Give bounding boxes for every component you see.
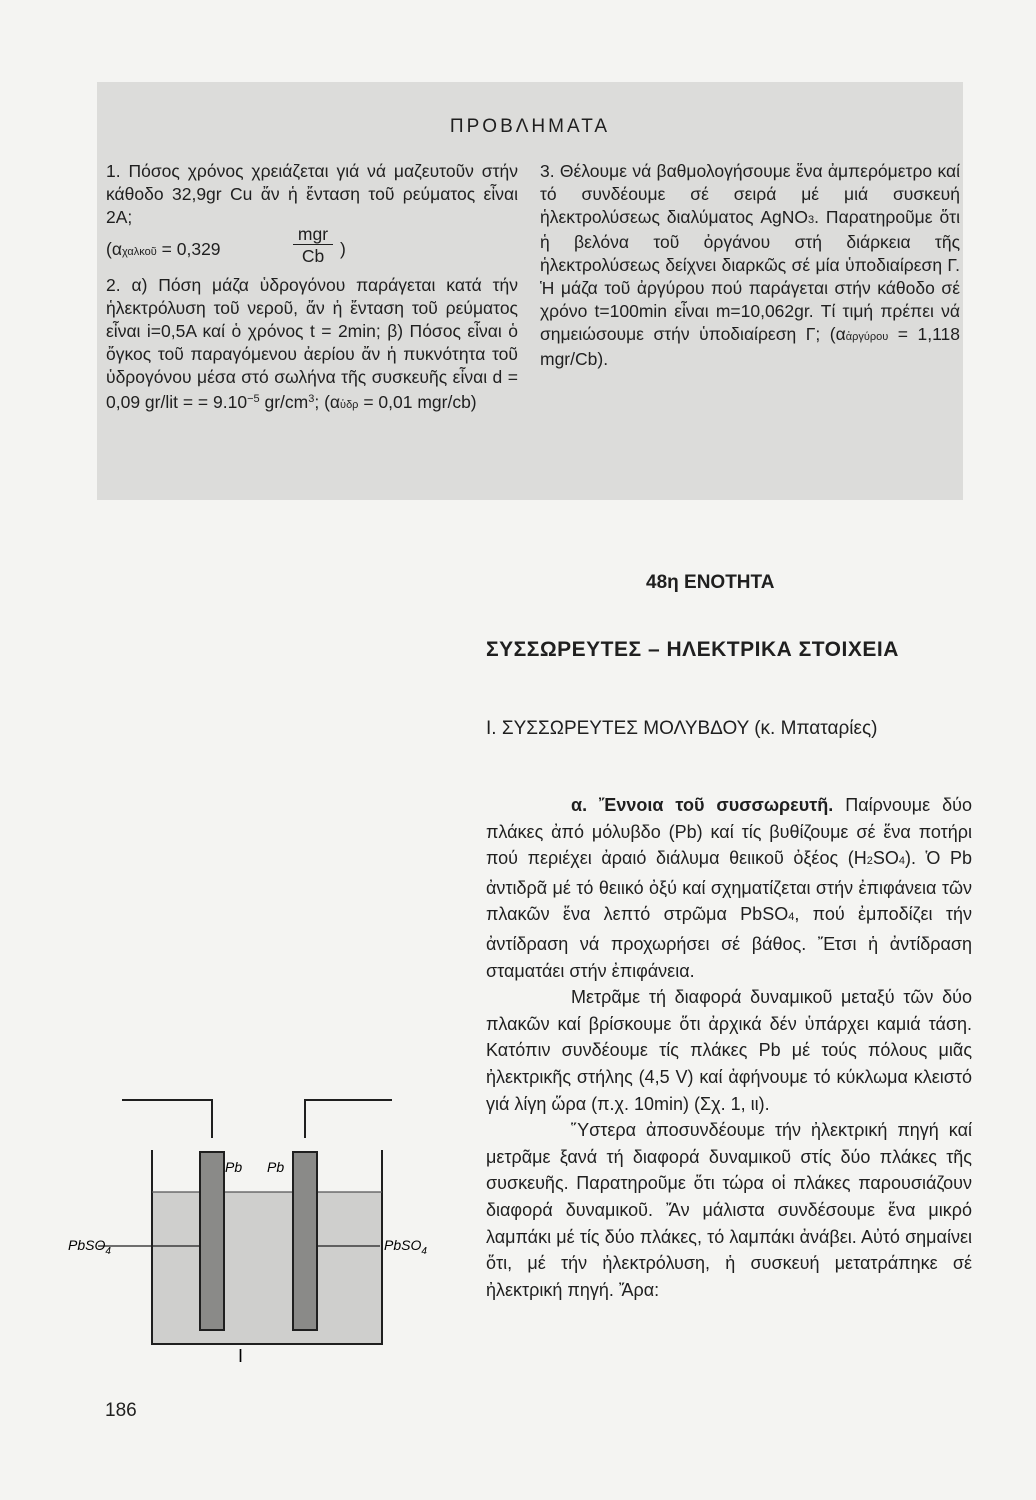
right-wire <box>305 1100 392 1138</box>
problem-2: 2. α) Πόση μάζα ὑδρογόνου παράγεται κατά τήν ἡλεκτρόλυση τοῦ νεροῦ, ἄν ἡ ἔνταση τοῦ ρεύματος εἶναι i=0,5Α καί ὁ χρόνος t = 2min; β) Πόσος εἶναι ὁ ὄγκος τοῦ παραγόμενου ἀερίου ἄν ἡ πυκνότητα τοῦ ὑδρογόνου μέσα στό σωλήνα τῆς συσκευῆς εἶναι d = 0,09 gr/lit = = $9.10^{-5}$ $gr/cm^3$; (αὑδρ = 0,01 mgr/cb) <box>106 275 518 413</box>
problems-right-column <box>540 160 960 371</box>
battery-figure <box>62 1090 462 1370</box>
paragraph-1: α. Ἔννοια τοῦ συσσωρευτῆ. Παίρνουμε δύο πλάκες ἀπό μόλυβδο (Pb) καί τίς βυθίζουμε σέ ἕνα ποτήρι πού περιέχει ἀραιό διάλυμα θειικοῦ ὀξέος (H2SO4). Ὁ Pb ἀντιδρᾶ μέ τό θειικό ὀξύ καί σχηματίζεται στήν ἐπιφάνεια τῶν πλακῶν ἕνα λεπτό στρῶμα PbSO4, πού ἐμποδίζει τήν ἀντίδραση νά προχωρήσει σέ βάθος. Ἔτσι ἡ ἀντίδραση σταματάει στήν ἐπιφάνεια. <box>486 795 973 981</box>
page-number: 186 <box>105 1400 137 1421</box>
label-pb-left: Pb <box>225 1159 243 1175</box>
figure-caption: I <box>238 1346 244 1366</box>
chapter-title: ΣΥΣΣΩΡΕΥΤΕΣ – ΗΛΕΚΤΡΙΚΑ ΣΤΟΙΧΕΙΑ <box>486 638 899 661</box>
label-pbso4-right: PbSO$_4$ <box>384 1237 427 1257</box>
label-pb-right: Pb <box>267 1159 285 1175</box>
problems-left-column <box>106 160 518 417</box>
fraction-mgr-cb: mgr Cb <box>293 224 333 267</box>
right-lead-plate <box>293 1152 317 1330</box>
problem-1-formula: (αχαλκοῦ = 0,329 mgr Cb ) <box>106 224 346 267</box>
electrolyte <box>152 1192 382 1344</box>
problems-title: ΠΡΟΒΛΗΜΑΤΑ <box>449 116 611 137</box>
problem-1: 1. Πόσος χρόνος χρειάζεται γιά νά μαζευτοῦν στήν κάθοδο 32,9gr Cu ἄν ἡ ἔνταση τοῦ ρεύματος εἶναι 2Α; <box>106 161 518 227</box>
label-pbso4-left: PbSO$_4$ <box>68 1237 111 1257</box>
paragraph-2: Μετρᾶμε τή διαφορά δυναμικοῦ μεταξύ τῶν δύο πλακῶν καί βρίσκουμε ὅτι ἀρχικά δέν ὑπάρχει καμιά τάση. Κατόπιν συνδέουμε τίς πλάκες Pb μέ τούς πόλους μιᾶς ἠλεκτρικῆς στήλης (4,5 V) καί ἀφήνουμε τό κύκλωμα κλειστό γιά λίγη ὥρα (π.χ. 10min) (Σχ. 1, ιι). <box>486 987 972 1114</box>
paragraph-3: Ὕστερα ἀποσυνδέουμε τήν ἠλεκτρική πηγή καί μετρᾶμε ξανά τή διαφορά δυναμικοῦ στίς δύο πλάκες τῆς συσκευῆς. Παρατηροῦμε ὅτι τώρα οἱ πλάκες παρουσιάζουν διαφορά δυναμικοῦ. Ἄν μάλιστα συνδέσουμε ἕνα μικρό λαμπάκι μέ τίς δύο πλάκες, τό λαμπάκι ἀνάβει. Αὐτό σημαίνει ὅτι, μέ τήν ἠλεκτρόλυση, ἡ συσκευή μετατράπηκε σέ ἠλεκτρική πηγή. Ἄρα: <box>486 1120 972 1300</box>
left-wire <box>122 1100 212 1138</box>
subsection-title: Ι. ΣΥΣΣΩΡΕΥΤΕΣ ΜΟΛΥΒΔΟΥ (κ. Μπαταρίες) <box>486 718 878 739</box>
left-lead-plate <box>200 1152 224 1330</box>
problem-3: 3. Θέλουμε νά βαθμολογήσουμε ἕνα ἀμπερόμετρο καί τό συνδέουμε σέ σειρά μέ μιά συσκευή ἡλεκτρολύσεως διαλύματος AgNO3. Παρατηροῦμε ὅτι ἡ βελόνα τοῦ ὀργάνου στή διάρκεια τῆς ἡλεκτρολύσεως δείχνει διαρκῶς σέ μία ὑποδιαίρεση Γ. Ἡ μάζα τοῦ ἀργύρου πού παράγεται στήν κάθοδο σέ χρόνο t=100min εἶναι m=10,062gr. Τί τιμή πρέπει νά σημειώσουμε στήν ὑποδιαίρεση Γ; (αἀργύρου = 1,118 mgr/Cb). <box>540 161 960 370</box>
body-text <box>486 792 972 1303</box>
section-number: 48η ΕΝΟΤΗΤΑ <box>646 572 775 593</box>
